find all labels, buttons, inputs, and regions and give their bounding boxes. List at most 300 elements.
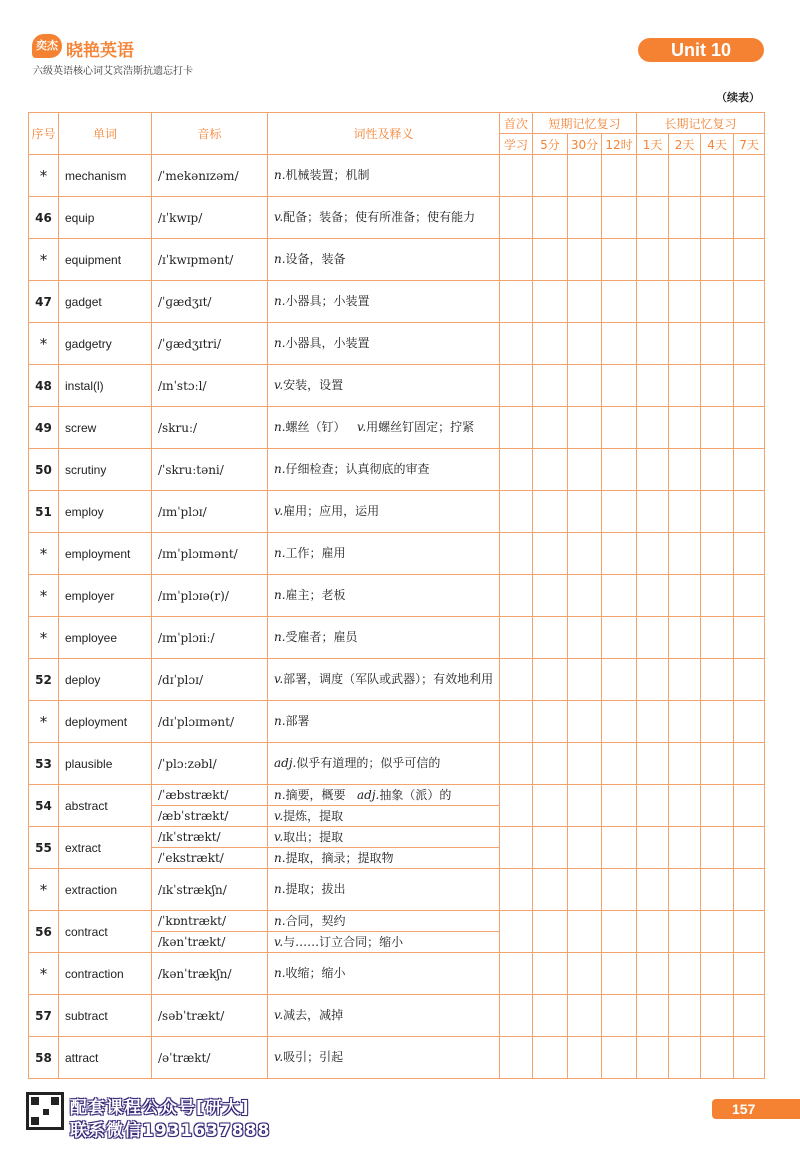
review-checkbox[interactable] (568, 197, 602, 239)
row-number: 54 (29, 785, 59, 827)
review-checkbox[interactable] (533, 365, 568, 407)
review-checkbox[interactable] (533, 323, 568, 365)
review-checkbox[interactable] (533, 911, 568, 953)
review-checkbox[interactable] (533, 533, 568, 575)
table-row (29, 407, 765, 449)
review-checkbox[interactable] (701, 197, 734, 239)
review-checkbox[interactable] (669, 491, 701, 533)
review-checkbox[interactable] (602, 701, 637, 743)
review-checkbox[interactable] (669, 197, 701, 239)
review-checkbox[interactable] (533, 701, 568, 743)
review-checkbox[interactable] (533, 743, 568, 785)
review-checkbox[interactable] (669, 365, 701, 407)
review-checkbox[interactable] (701, 449, 734, 491)
review-checkbox[interactable] (500, 995, 533, 1037)
row-number: 49 (29, 407, 59, 449)
definition-cell (268, 197, 500, 239)
review-checkbox[interactable] (701, 911, 734, 953)
definition-cell (268, 785, 500, 806)
phonetic-cell: /əˈtrækt/ (152, 1037, 268, 1079)
phonetic-cell: /ɪmˈplɔɪmənt/ (152, 533, 268, 575)
review-checkbox[interactable] (637, 239, 669, 281)
table-row (29, 365, 765, 407)
definition-text: 螺丝（钉） (285, 420, 357, 434)
review-checkbox[interactable] (500, 281, 533, 323)
review-checkbox[interactable] (637, 575, 669, 617)
part-of-speech: n. (274, 630, 286, 644)
review-checkbox[interactable] (701, 617, 734, 659)
review-checkbox[interactable] (500, 911, 533, 953)
review-checkbox[interactable] (500, 953, 533, 995)
word-cell: attract (59, 1037, 152, 1079)
review-checkbox[interactable] (602, 239, 637, 281)
review-checkbox[interactable] (701, 869, 734, 911)
part-of-speech: v. (274, 1008, 284, 1022)
review-checkbox[interactable] (602, 323, 637, 365)
review-checkbox[interactable] (602, 869, 637, 911)
definition-cell (268, 491, 500, 533)
review-checkbox[interactable] (533, 1037, 568, 1079)
row-number: * (29, 869, 59, 911)
review-checkbox[interactable] (568, 281, 602, 323)
review-checkbox[interactable] (734, 785, 765, 827)
table-row (29, 617, 765, 659)
review-checkbox[interactable] (500, 617, 533, 659)
phonetic-cell: /ɪmˈplɔɪə(r)/ (152, 575, 268, 617)
word-cell: instal(l) (59, 365, 152, 407)
definition-text: 合同，契约 (285, 913, 346, 928)
review-checkbox[interactable] (602, 533, 637, 575)
review-checkbox[interactable] (669, 239, 701, 281)
definition-text: 收缩；缩小 (285, 966, 346, 980)
review-checkbox[interactable] (734, 575, 765, 617)
row-number: * (29, 239, 59, 281)
word-cell: employ (59, 491, 152, 533)
row-number: 53 (29, 743, 59, 785)
review-checkbox[interactable] (500, 827, 533, 869)
review-checkbox[interactable] (602, 197, 637, 239)
review-checkbox[interactable] (533, 491, 568, 533)
review-checkbox[interactable] (637, 743, 669, 785)
row-number: 48 (29, 365, 59, 407)
review-checkbox[interactable] (734, 365, 765, 407)
review-checkbox[interactable] (701, 323, 734, 365)
review-checkbox[interactable] (533, 281, 568, 323)
review-checkbox[interactable] (500, 239, 533, 281)
definition-cell (268, 239, 500, 281)
review-checkbox[interactable] (533, 575, 568, 617)
row-number: 55 (29, 827, 59, 869)
word-cell: equip (59, 197, 152, 239)
review-checkbox[interactable] (701, 953, 734, 995)
part-of-speech: n. (274, 420, 286, 434)
review-checkbox[interactable] (500, 1037, 533, 1079)
header-long-term: 长期记忆复习 (637, 113, 765, 134)
review-checkbox[interactable] (602, 995, 637, 1037)
definition-cell (268, 407, 500, 449)
review-checkbox[interactable] (500, 575, 533, 617)
table-row (29, 911, 765, 932)
table-row (29, 155, 765, 197)
table-row (29, 281, 765, 323)
review-checkbox[interactable] (500, 743, 533, 785)
phonetic-cell: /dɪˈplɔɪmənt/ (152, 701, 268, 743)
table-row (29, 743, 765, 785)
phonetic-cell: /skruː/ (152, 407, 268, 449)
header-first-study-1: 首次 (500, 113, 533, 134)
part-of-speech: v. (274, 829, 284, 844)
word-cell: contraction (59, 953, 152, 995)
review-checkbox[interactable] (602, 449, 637, 491)
review-checkbox[interactable] (500, 701, 533, 743)
review-checkbox[interactable] (500, 785, 533, 827)
review-checkbox[interactable] (734, 743, 765, 785)
page-header (0, 0, 800, 80)
review-checkbox[interactable] (637, 281, 669, 323)
review-checkbox[interactable] (602, 911, 637, 953)
part-of-speech: v. (274, 934, 284, 949)
word-cell: extraction (59, 869, 152, 911)
part-of-speech: n. (274, 294, 286, 308)
header-meaning: 词性及释义 (268, 113, 500, 155)
review-checkbox[interactable] (669, 995, 701, 1037)
review-checkbox[interactable] (669, 911, 701, 953)
review-checkbox[interactable] (637, 701, 669, 743)
review-checkbox[interactable] (701, 701, 734, 743)
review-checkbox[interactable] (533, 869, 568, 911)
review-checkbox[interactable] (602, 743, 637, 785)
review-checkbox[interactable] (568, 323, 602, 365)
review-checkbox[interactable] (500, 659, 533, 701)
table-row (29, 701, 765, 743)
row-number: 46 (29, 197, 59, 239)
part-of-speech: v. (274, 808, 284, 823)
review-checkbox[interactable] (533, 407, 568, 449)
review-checkbox[interactable] (500, 491, 533, 533)
review-checkbox[interactable] (669, 701, 701, 743)
row-number: 57 (29, 995, 59, 1037)
review-checkbox[interactable] (701, 575, 734, 617)
review-checkbox[interactable] (500, 155, 533, 197)
header-long-col: 1天 (637, 134, 669, 155)
review-checkbox[interactable] (533, 659, 568, 701)
review-checkbox[interactable] (669, 533, 701, 575)
definition-text: 受雇者；雇员 (285, 630, 358, 644)
definition-cell (268, 659, 500, 701)
review-checkbox[interactable] (637, 827, 669, 869)
word-cell: equipment (59, 239, 152, 281)
definition-cell (268, 701, 500, 743)
word-cell: employee (59, 617, 152, 659)
phonetic-cell: /səbˈtrækt/ (152, 995, 268, 1037)
review-checkbox[interactable] (568, 239, 602, 281)
review-checkbox[interactable] (734, 449, 765, 491)
review-checkbox[interactable] (602, 281, 637, 323)
definition-cell (268, 449, 500, 491)
review-checkbox[interactable] (637, 995, 669, 1037)
review-checkbox[interactable] (568, 911, 602, 953)
review-checkbox[interactable] (734, 617, 765, 659)
review-checkbox[interactable] (669, 869, 701, 911)
review-checkbox[interactable] (701, 407, 734, 449)
part-of-speech: n. (274, 850, 286, 865)
part-of-speech: n. (274, 588, 286, 602)
definition-text: 用螺丝钉固定；拧紧 (366, 420, 475, 434)
review-checkbox[interactable] (500, 533, 533, 575)
row-number: * (29, 155, 59, 197)
row-number: * (29, 617, 59, 659)
definition-text: 雇主；老板 (285, 588, 346, 602)
part-of-speech: v. (274, 504, 284, 518)
review-checkbox[interactable] (734, 491, 765, 533)
review-checkbox[interactable] (734, 533, 765, 575)
definition-text: 安装，设置 (283, 378, 344, 392)
review-checkbox[interactable] (533, 155, 568, 197)
header-word: 单词 (59, 113, 152, 155)
word-cell: abstract (59, 785, 152, 827)
definition-text: 与……订立合同；缩小 (283, 934, 404, 949)
word-cell: extract (59, 827, 152, 869)
review-checkbox[interactable] (734, 827, 765, 869)
review-checkbox[interactable] (734, 323, 765, 365)
review-checkbox[interactable] (533, 953, 568, 995)
review-checkbox[interactable] (602, 827, 637, 869)
review-checkbox[interactable] (500, 449, 533, 491)
review-checkbox[interactable] (701, 743, 734, 785)
header-long-col: 7天 (734, 134, 765, 155)
review-checkbox[interactable] (637, 365, 669, 407)
review-checkbox[interactable] (637, 911, 669, 953)
watermark-line2: 联系微信1931637888 (70, 1121, 271, 1141)
definition-cell (268, 869, 500, 911)
header-long-col: 2天 (669, 134, 701, 155)
word-cell: employer (59, 575, 152, 617)
review-checkbox[interactable] (701, 239, 734, 281)
header-short-col: 12时 (602, 134, 637, 155)
table-row (29, 575, 765, 617)
review-checkbox[interactable] (669, 827, 701, 869)
review-checkbox[interactable] (602, 1037, 637, 1079)
review-checkbox[interactable] (637, 953, 669, 995)
review-checkbox[interactable] (568, 1037, 602, 1079)
definition-cell (268, 533, 500, 575)
part-of-speech: n. (274, 714, 286, 728)
review-checkbox[interactable] (568, 827, 602, 869)
review-checkbox[interactable] (637, 323, 669, 365)
table-row (29, 449, 765, 491)
review-checkbox[interactable] (734, 407, 765, 449)
row-number: * (29, 575, 59, 617)
review-checkbox[interactable] (734, 239, 765, 281)
review-checkbox[interactable] (533, 239, 568, 281)
definition-text: 取出；提取 (283, 829, 344, 844)
phonetic-cell: /ˈɡædʒɪtri/ (152, 323, 268, 365)
definition-text: 设备，装备 (285, 252, 346, 266)
review-checkbox[interactable] (734, 911, 765, 953)
word-cell: gadgetry (59, 323, 152, 365)
review-checkbox[interactable] (568, 701, 602, 743)
row-number: * (29, 953, 59, 995)
review-checkbox[interactable] (669, 617, 701, 659)
phonetic-cell: /ɪˈkwɪpmənt/ (152, 239, 268, 281)
review-checkbox[interactable] (734, 953, 765, 995)
word-cell: mechanism (59, 155, 152, 197)
review-checkbox[interactable] (734, 155, 765, 197)
review-checkbox[interactable] (637, 407, 669, 449)
review-checkbox[interactable] (602, 365, 637, 407)
word-cell: deployment (59, 701, 152, 743)
review-checkbox[interactable] (701, 659, 734, 701)
review-checkbox[interactable] (701, 995, 734, 1037)
review-checkbox[interactable] (701, 155, 734, 197)
review-checkbox[interactable] (500, 365, 533, 407)
definition-cell (268, 953, 500, 995)
review-checkbox[interactable] (568, 953, 602, 995)
review-checkbox[interactable] (602, 617, 637, 659)
review-checkbox[interactable] (701, 281, 734, 323)
phonetic-cell: /ɪkˈstrækʃn/ (152, 869, 268, 911)
review-checkbox[interactable] (669, 323, 701, 365)
part-of-speech: n. (274, 252, 286, 266)
definition-text: 减去，减掉 (283, 1008, 344, 1022)
review-checkbox[interactable] (568, 575, 602, 617)
review-checkbox[interactable] (701, 785, 734, 827)
row-number: * (29, 323, 59, 365)
review-checkbox[interactable] (669, 659, 701, 701)
review-checkbox[interactable] (568, 659, 602, 701)
table-row (29, 953, 765, 995)
part-of-speech: n. (274, 546, 286, 560)
review-checkbox[interactable] (637, 197, 669, 239)
review-checkbox[interactable] (500, 407, 533, 449)
review-checkbox[interactable] (602, 659, 637, 701)
review-checkbox[interactable] (533, 617, 568, 659)
review-checkbox[interactable] (637, 659, 669, 701)
review-checkbox[interactable] (734, 869, 765, 911)
review-checkbox[interactable] (669, 743, 701, 785)
review-checkbox[interactable] (734, 659, 765, 701)
review-checkbox[interactable] (533, 995, 568, 1037)
review-checkbox[interactable] (637, 1037, 669, 1079)
review-checkbox[interactable] (669, 1037, 701, 1079)
review-checkbox[interactable] (568, 491, 602, 533)
definition-text: 仔细检查；认真彻底的审查 (285, 462, 430, 476)
table-row (29, 239, 765, 281)
definition-text: 雇用；应用，运用 (283, 504, 380, 518)
review-checkbox[interactable] (701, 365, 734, 407)
review-checkbox[interactable] (637, 785, 669, 827)
review-checkbox[interactable] (568, 155, 602, 197)
review-checkbox[interactable] (637, 869, 669, 911)
review-checkbox[interactable] (500, 323, 533, 365)
phonetic-cell: /kənˈtrækt/ (152, 932, 268, 953)
review-checkbox[interactable] (568, 533, 602, 575)
review-checkbox[interactable] (533, 785, 568, 827)
review-checkbox[interactable] (568, 365, 602, 407)
review-checkbox[interactable] (701, 1037, 734, 1079)
logo-icon: 奕杰 (32, 34, 62, 58)
review-checkbox[interactable] (734, 1037, 765, 1079)
review-checkbox[interactable] (533, 449, 568, 491)
header-first-study-2: 学习 (500, 134, 533, 155)
review-checkbox[interactable] (602, 407, 637, 449)
review-checkbox[interactable] (669, 449, 701, 491)
table-row (29, 827, 765, 848)
review-checkbox[interactable] (637, 155, 669, 197)
word-cell: gadget (59, 281, 152, 323)
review-checkbox[interactable] (637, 449, 669, 491)
part-of-speech: v. (357, 420, 367, 434)
review-checkbox[interactable] (734, 995, 765, 1037)
phonetic-cell: /ˈekstrækt/ (152, 848, 268, 869)
row-number: * (29, 701, 59, 743)
part-of-speech: adj. (357, 787, 380, 802)
review-checkbox[interactable] (701, 533, 734, 575)
page-number: 157 (712, 1099, 800, 1119)
part-of-speech: v. (274, 210, 284, 224)
review-checkbox[interactable] (734, 281, 765, 323)
review-checkbox[interactable] (602, 953, 637, 995)
part-of-speech: v. (274, 672, 284, 686)
review-checkbox[interactable] (701, 491, 734, 533)
review-checkbox[interactable] (568, 407, 602, 449)
review-checkbox[interactable] (500, 869, 533, 911)
review-checkbox[interactable] (637, 491, 669, 533)
definition-cell (268, 617, 500, 659)
review-checkbox[interactable] (669, 155, 701, 197)
review-checkbox[interactable] (500, 197, 533, 239)
review-checkbox[interactable] (568, 449, 602, 491)
phonetic-cell: /ˈɡædʒɪt/ (152, 281, 268, 323)
review-checkbox[interactable] (734, 197, 765, 239)
review-checkbox[interactable] (669, 785, 701, 827)
review-checkbox[interactable] (669, 407, 701, 449)
review-checkbox[interactable] (602, 575, 637, 617)
table-row (29, 533, 765, 575)
review-checkbox[interactable] (637, 533, 669, 575)
definition-text: 似乎有道理的；似乎可信的 (296, 756, 441, 770)
review-checkbox[interactable] (568, 869, 602, 911)
review-checkbox[interactable] (669, 953, 701, 995)
definition-cell (268, 281, 500, 323)
review-checkbox[interactable] (602, 155, 637, 197)
review-checkbox[interactable] (669, 575, 701, 617)
review-checkbox[interactable] (669, 281, 701, 323)
review-checkbox[interactable] (533, 827, 568, 869)
review-checkbox[interactable] (568, 743, 602, 785)
row-number: 52 (29, 659, 59, 701)
part-of-speech: n. (274, 913, 286, 928)
qr-code-icon (26, 1092, 64, 1130)
review-checkbox[interactable] (637, 617, 669, 659)
row-number: 50 (29, 449, 59, 491)
definition-cell (268, 155, 500, 197)
definition-text: 小器具，小装置 (285, 336, 370, 350)
review-checkbox[interactable] (701, 827, 734, 869)
review-checkbox[interactable] (602, 785, 637, 827)
review-checkbox[interactable] (568, 995, 602, 1037)
word-cell: plausible (59, 743, 152, 785)
review-checkbox[interactable] (602, 491, 637, 533)
watermark-line1: 配套课程公众号[研大] (70, 1098, 250, 1118)
definition-text: 吸引；引起 (283, 1050, 344, 1064)
review-checkbox[interactable] (568, 785, 602, 827)
row-number: 47 (29, 281, 59, 323)
review-checkbox[interactable] (734, 701, 765, 743)
review-checkbox[interactable] (568, 617, 602, 659)
review-checkbox[interactable] (533, 197, 568, 239)
part-of-speech: n. (274, 336, 286, 350)
